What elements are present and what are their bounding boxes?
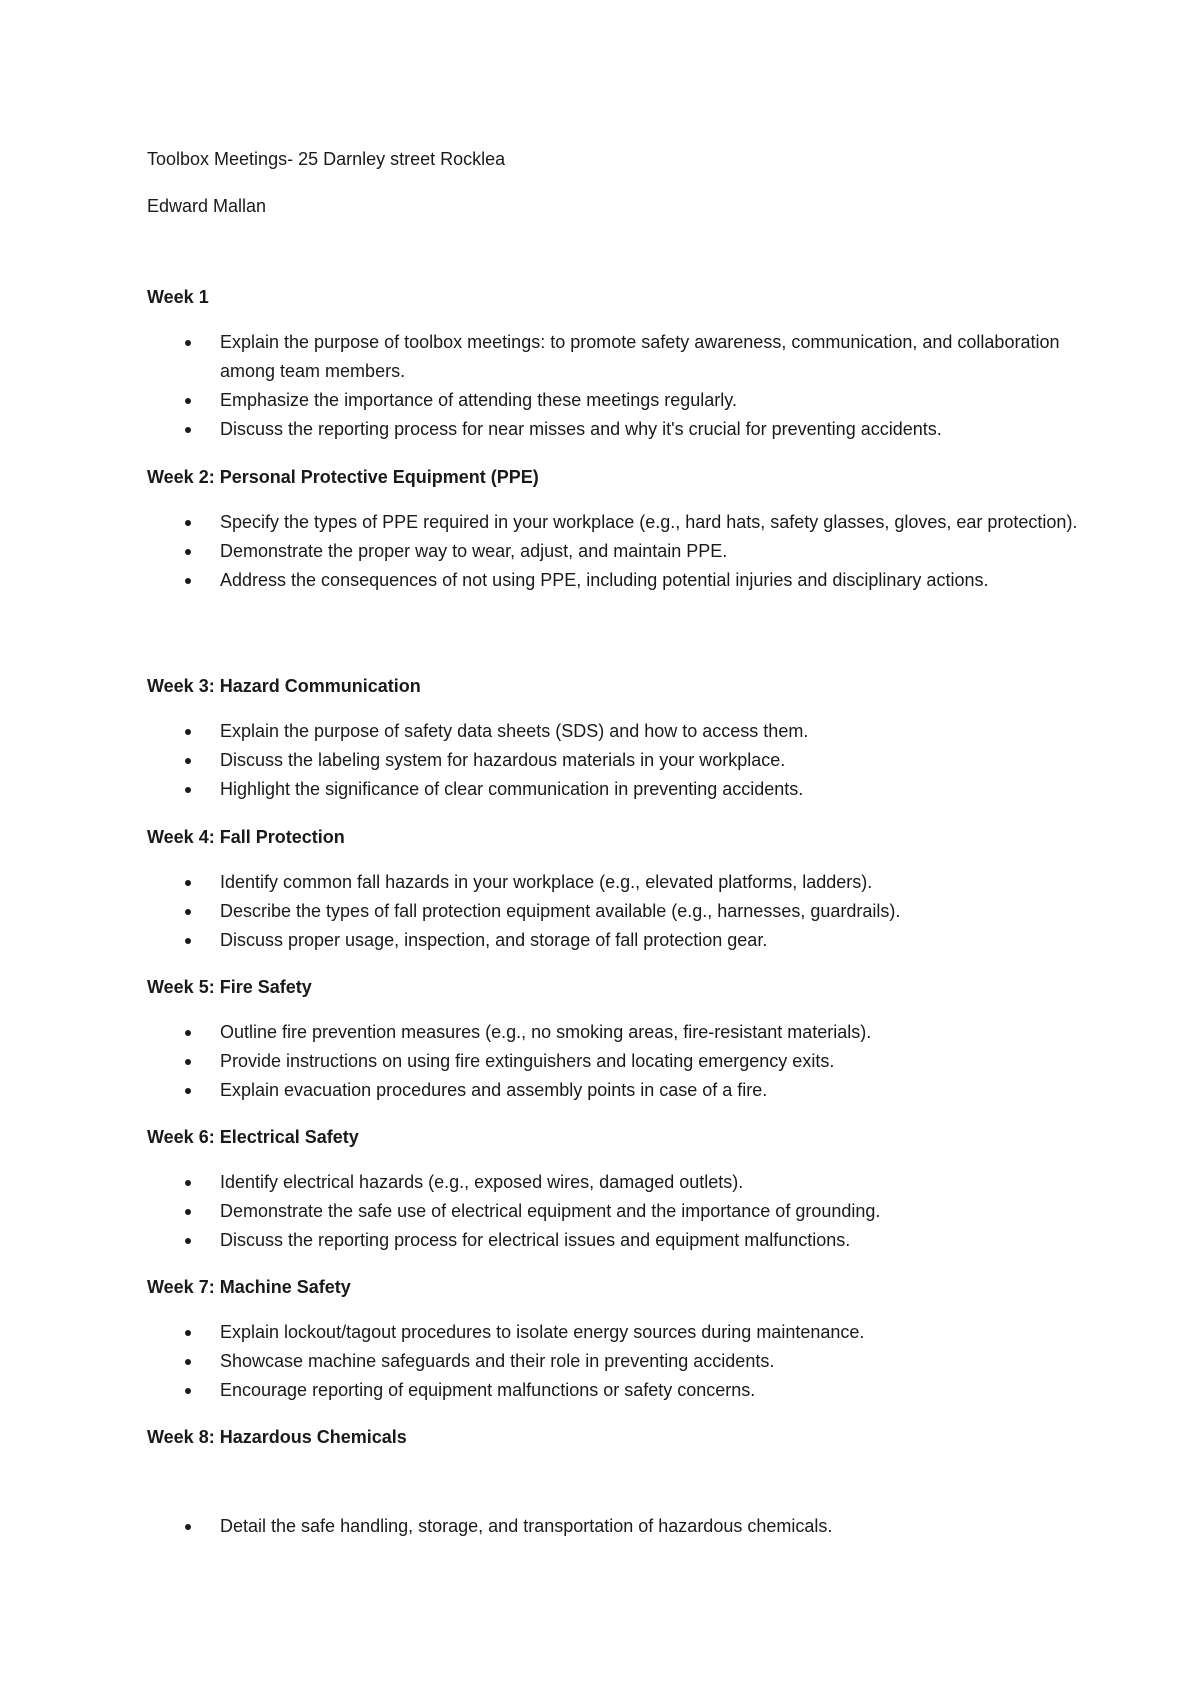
list-item-text: Demonstrate the safe use of electrical equipment and the importance of grounding. bbox=[220, 1201, 881, 1221]
bullet-icon bbox=[185, 729, 191, 735]
week-2-heading: Week 2: Personal Protective Equipment (PPE) bbox=[147, 467, 539, 487]
list-item bbox=[147, 868, 1087, 897]
document-author: Edward Mallan bbox=[147, 196, 267, 216]
bullet-icon bbox=[185, 1059, 191, 1065]
bullet-icon bbox=[185, 398, 191, 404]
bullet-icon bbox=[185, 549, 191, 555]
list-item-text: Identify electrical hazards (e.g., exposed wires, damaged outlets). bbox=[220, 1172, 744, 1192]
list-item bbox=[147, 1376, 1087, 1405]
list-item-text: Discuss the labeling system for hazardous materials in your workplace. bbox=[220, 750, 786, 770]
document-title: Toolbox Meetings- 25 Darnley street Rocklea bbox=[147, 149, 506, 169]
bullet-icon bbox=[185, 1388, 191, 1394]
week-1-heading: Week 1 bbox=[147, 287, 209, 307]
bullet-icon bbox=[185, 520, 191, 526]
list-item bbox=[147, 415, 1087, 444]
list-item-text: Discuss the reporting process for electrical issues and equipment malfunctions. bbox=[220, 1230, 851, 1250]
bullet-icon bbox=[185, 1238, 191, 1244]
list-item-text: Showcase machine safeguards and their role in preventing accidents. bbox=[220, 1351, 775, 1371]
list-item bbox=[147, 1197, 1087, 1226]
bullet-icon bbox=[185, 340, 191, 346]
list-item bbox=[147, 1512, 1087, 1541]
bullet-icon bbox=[185, 1030, 191, 1036]
bullet-icon bbox=[185, 1209, 191, 1215]
week-4-list bbox=[147, 868, 1087, 955]
bullet-icon bbox=[185, 1524, 191, 1530]
bullet-icon bbox=[185, 787, 191, 793]
list-item-text: Highlight the significance of clear communication in preventing accidents. bbox=[220, 779, 804, 799]
week-3-heading: Week 3: Hazard Communication bbox=[147, 676, 421, 696]
list-item bbox=[147, 508, 1087, 537]
list-item-text: Explain the purpose of toolbox meetings: to promote safety awareness, communication, and collaboration among team members. bbox=[220, 332, 1060, 381]
list-item-text: Explain evacuation procedures and assembly points in case of a fire. bbox=[220, 1080, 768, 1100]
week-5-list bbox=[147, 1018, 1087, 1105]
week-7-list bbox=[147, 1318, 1087, 1405]
list-item bbox=[147, 566, 1087, 595]
list-item-text: Specify the types of PPE required in your workplace (e.g., hard hats, safety glasses, gloves, ear protection). bbox=[220, 512, 1078, 532]
list-item bbox=[147, 1076, 1087, 1105]
bullet-icon bbox=[185, 1330, 191, 1336]
list-item bbox=[147, 926, 1087, 955]
list-item bbox=[147, 775, 1087, 804]
list-item-text: Emphasize the importance of attending these meetings regularly. bbox=[220, 390, 737, 410]
bullet-icon bbox=[185, 1088, 191, 1094]
bullet-icon bbox=[185, 1359, 191, 1365]
list-item-text: Discuss proper usage, inspection, and storage of fall protection gear. bbox=[220, 930, 768, 950]
list-item-text: Explain the purpose of safety data sheets (SDS) and how to access them. bbox=[220, 721, 809, 741]
list-item bbox=[147, 328, 1087, 386]
week-6-list bbox=[147, 1168, 1087, 1255]
week-3-list bbox=[147, 717, 1087, 804]
list-item bbox=[147, 1226, 1087, 1255]
list-item bbox=[147, 1318, 1087, 1347]
week-2-list bbox=[147, 508, 1087, 595]
list-item-text: Encourage reporting of equipment malfunctions or safety concerns. bbox=[220, 1380, 756, 1400]
list-item-text: Explain lockout/tagout procedures to isolate energy sources during maintenance. bbox=[220, 1322, 865, 1342]
list-item bbox=[147, 746, 1087, 775]
bullet-icon bbox=[185, 1180, 191, 1186]
list-item bbox=[147, 717, 1087, 746]
list-item-text: Address the consequences of not using PPE, including potential injuries and disciplinary actions. bbox=[220, 570, 989, 590]
bullet-icon bbox=[185, 880, 191, 886]
list-item bbox=[147, 1018, 1087, 1047]
list-item-text: Identify common fall hazards in your workplace (e.g., elevated platforms, ladders). bbox=[220, 872, 873, 892]
list-item-text: Demonstrate the proper way to wear, adjust, and maintain PPE. bbox=[220, 541, 728, 561]
week-7-heading: Week 7: Machine Safety bbox=[147, 1277, 351, 1297]
bullet-icon bbox=[185, 758, 191, 764]
list-item bbox=[147, 1347, 1087, 1376]
week-5-heading: Week 5: Fire Safety bbox=[147, 977, 312, 997]
week-1-list bbox=[147, 328, 1087, 444]
list-item-text: Describe the types of fall protection equipment available (e.g., harnesses, guardrails). bbox=[220, 901, 901, 921]
list-item-text: Outline fire prevention measures (e.g., no smoking areas, fire-resistant materials). bbox=[220, 1022, 872, 1042]
list-item-text: Discuss the reporting process for near misses and why it's crucial for preventing accidents. bbox=[220, 419, 942, 439]
bullet-icon bbox=[185, 427, 191, 433]
week-8-list bbox=[147, 1512, 1087, 1541]
list-item-text: Detail the safe handling, storage, and transportation of hazardous chemicals. bbox=[220, 1516, 833, 1536]
list-item bbox=[147, 897, 1087, 926]
bullet-icon bbox=[185, 578, 191, 584]
list-item bbox=[147, 1047, 1087, 1076]
bullet-icon bbox=[185, 909, 191, 915]
list-item bbox=[147, 537, 1087, 566]
bullet-icon bbox=[185, 938, 191, 944]
list-item bbox=[147, 386, 1087, 415]
week-8-heading: Week 8: Hazardous Chemicals bbox=[147, 1427, 407, 1447]
week-6-heading: Week 6: Electrical Safety bbox=[147, 1127, 359, 1147]
list-item-text: Provide instructions on using fire extinguishers and locating emergency exits. bbox=[220, 1051, 835, 1071]
week-4-heading: Week 4: Fall Protection bbox=[147, 827, 345, 847]
list-item bbox=[147, 1168, 1087, 1197]
